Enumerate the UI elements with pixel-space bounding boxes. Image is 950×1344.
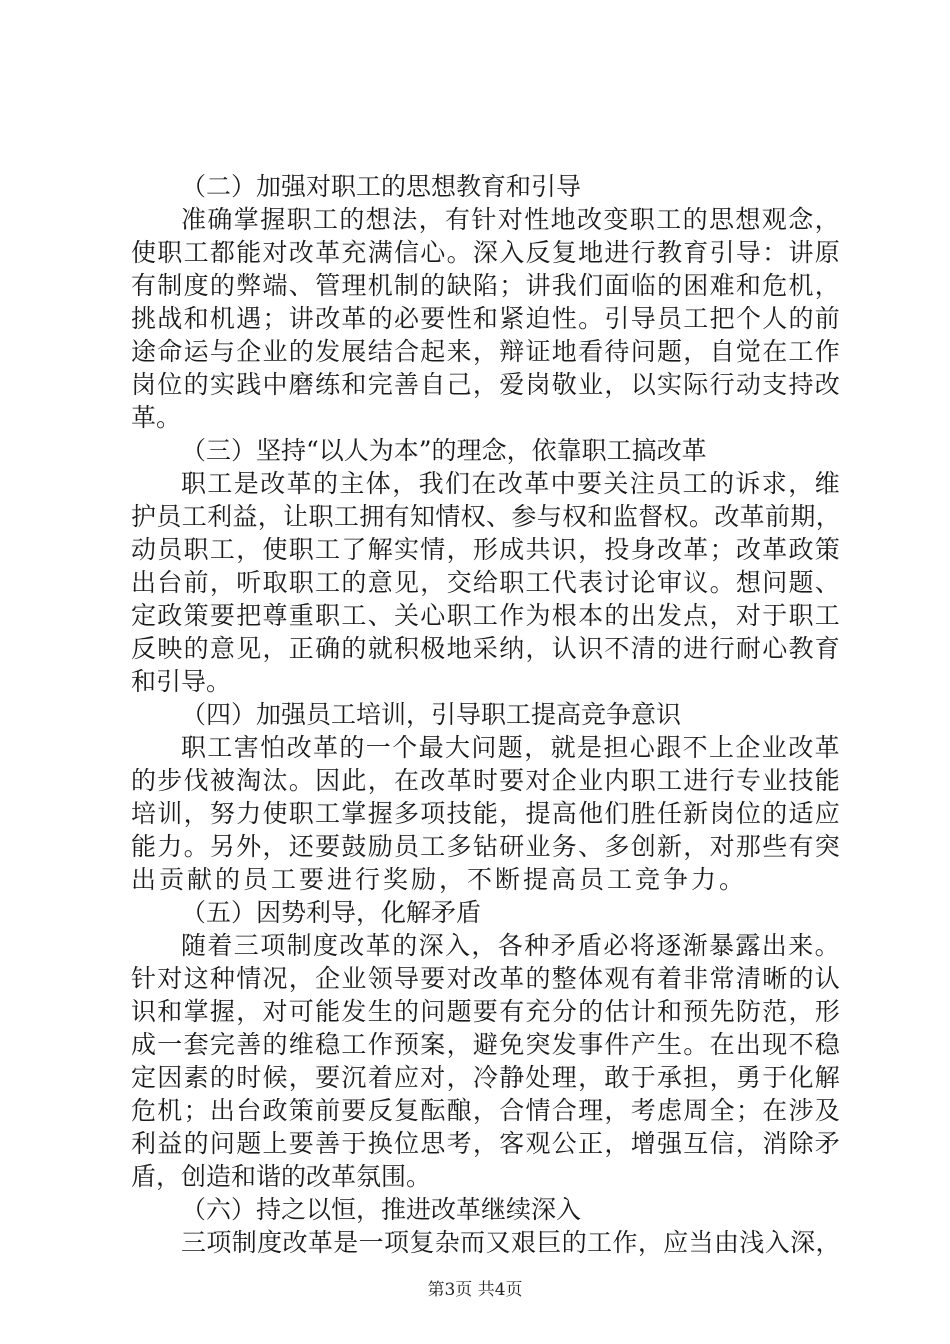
paragraph-line: 定因素的时候，要沉着应对，冷静处理，敢于承担，勇于化解 bbox=[131, 1063, 842, 1092]
paragraph-line: 的步伐被淘汰。因此，在改革时要对企业内职工进行专业技能 bbox=[131, 766, 842, 795]
paragraph-line: 出贡献的员工要进行奖励，不断提高员工竞争力。 bbox=[131, 865, 748, 894]
paragraph-line: 使职工都能对改革充满信心。深入反复地进行教育引导：讲原 bbox=[131, 238, 842, 267]
paragraph-line: 出台前，听取职工的意见，交给职工代表讨论审议。想问题、 bbox=[131, 568, 842, 597]
page-footer: 第3页 共4页 bbox=[427, 1280, 523, 1300]
paragraph-line: 反映的意见，正确的就积极地采纳，认识不清的进行耐心教育 bbox=[131, 634, 842, 663]
paragraph-line: 职工害怕改革的一个最大问题，就是担心跟不上企业改革 bbox=[181, 733, 842, 762]
paragraph-line: 动员职工，使职工了解实情，形成共识，投身改革；改革政策 bbox=[131, 535, 842, 564]
paragraph-line: 识和掌握，对可能发生的问题要有充分的估计和预先防范，形 bbox=[131, 997, 842, 1026]
paragraph-line: 成一套完善的维稳工作预案，避免突发事件产生。在出现不稳 bbox=[131, 1030, 842, 1059]
paragraph-line: 培训，努力使职工掌握多项技能，提高他们胜任新岗位的适应 bbox=[131, 799, 842, 828]
paragraph-line: 有制度的弊端、管理机制的缺陷；讲我们面临的困难和危机， bbox=[131, 271, 842, 300]
paragraph-line: 护员工利益，让职工拥有知情权、参与权和监督权。改革前期， bbox=[131, 502, 842, 531]
section-heading: （四）加强员工培训，引导职工提高竞争意识 bbox=[181, 700, 682, 729]
paragraph-line: 职工是改革的主体，我们在改革中要关注员工的诉求，维 bbox=[181, 469, 842, 498]
paragraph-line: 挑战和机遇；讲改革的必要性和紧迫性。引导员工把个人的前 bbox=[131, 304, 842, 333]
paragraph-line: 定政策要把尊重职工、关心职工作为根本的出发点，对于职工 bbox=[131, 601, 842, 630]
section-heading: （二）加强对职工的思想教育和引导 bbox=[181, 172, 582, 201]
document-body bbox=[131, 170, 841, 1259]
section-heading: （三）坚持“以人为本”的理念，依靠职工搞改革 bbox=[181, 436, 707, 465]
paragraph-line: 利益的问题上要善于换位思考，客观公正，增强互信，消除矛 bbox=[131, 1129, 842, 1158]
paragraph-line: 能力。另外，还要鼓励员工多钻研业务、多创新，对那些有突 bbox=[131, 832, 842, 861]
paragraph-line: 危机；出台政策前要反复酝酿，合情合理，考虑周全；在涉及 bbox=[131, 1096, 842, 1125]
paragraph-line: 革。 bbox=[131, 403, 182, 432]
paragraph-line: 途命运与企业的发展结合起来，辩证地看待问题，自觉在工作 bbox=[131, 337, 842, 366]
paragraph-line: 盾，创造和谐的改革氛围。 bbox=[131, 1162, 432, 1191]
paragraph-line: 三项制度改革是一项复杂而又艰巨的工作，应当由浅入深， bbox=[181, 1228, 841, 1257]
section-heading: （六）持之以恒，推进改革继续深入 bbox=[181, 1195, 582, 1224]
paragraph-line: 岗位的实践中磨练和完善自己，爱岗敬业，以实际行动支持改 bbox=[131, 370, 842, 399]
paragraph-line: 准确掌握职工的想法，有针对性地改变职工的思想观念， bbox=[181, 205, 842, 234]
paragraph-line: 随着三项制度改革的深入，各种矛盾必将逐渐暴露出来。 bbox=[181, 931, 842, 960]
paragraph-line: 和引导。 bbox=[131, 667, 232, 696]
paragraph-line: 针对这种情况，企业领导要对改革的整体观有着非常清晰的认 bbox=[131, 964, 842, 993]
section-heading: （五）因势利导，化解矛盾 bbox=[181, 898, 482, 927]
